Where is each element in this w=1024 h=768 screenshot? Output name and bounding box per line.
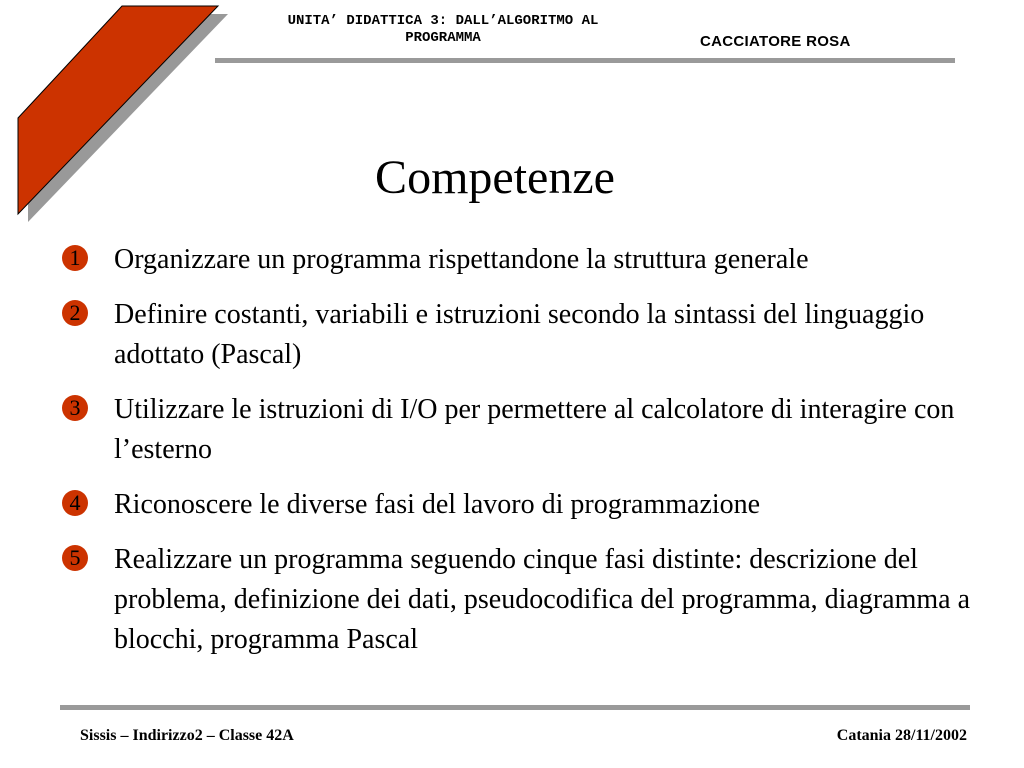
number-badge: 4 <box>62 490 88 516</box>
competence-text: Riconoscere le diverse fasi del lavoro di programmazione <box>114 489 761 520</box>
competence-list <box>62 240 982 675</box>
competence-text: Organizzare un programma rispettandone la struttura generale <box>114 244 809 275</box>
number-badge: 2 <box>62 300 88 326</box>
decorative-diagonal-stripes <box>0 0 240 230</box>
unit-title: UNITA’ DIDATTICA 3: DALL’ALGORITMO AL PROGRAMMA <box>287 13 599 46</box>
competence-item <box>62 240 982 280</box>
header-divider <box>215 58 955 63</box>
competence-item <box>62 295 982 375</box>
competence-item <box>62 485 982 525</box>
competence-item <box>62 540 982 660</box>
competence-text: Definire costanti, variabili e istruzioni secondo la sintassi del linguaggio adottato (Pascal) <box>114 299 925 370</box>
number-badge: 5 <box>62 545 88 571</box>
footer-divider <box>60 705 970 710</box>
red-stripe <box>18 6 218 214</box>
competence-item <box>62 390 982 470</box>
author-name: CACCIATORE ROSA <box>700 33 851 50</box>
competence-text: Utilizzare le istruzioni di I/O per permettere al calcolatore di interagire con l’esterno <box>114 394 955 465</box>
competence-text: Realizzare un programma seguendo cinque fasi distinte: descrizione del problema, definizione dei dati, pseudocodifica del programma, diagramma a blocchi, programma Pascal <box>114 544 971 655</box>
slide-title: Competenze <box>375 151 615 204</box>
footer-course: Sissis – Indirizzo2 – Classe 42A <box>80 727 294 744</box>
number-badge: 1 <box>62 245 88 271</box>
footer-date: Catania 28/11/2002 <box>836 727 967 744</box>
number-badge: 3 <box>62 395 88 421</box>
